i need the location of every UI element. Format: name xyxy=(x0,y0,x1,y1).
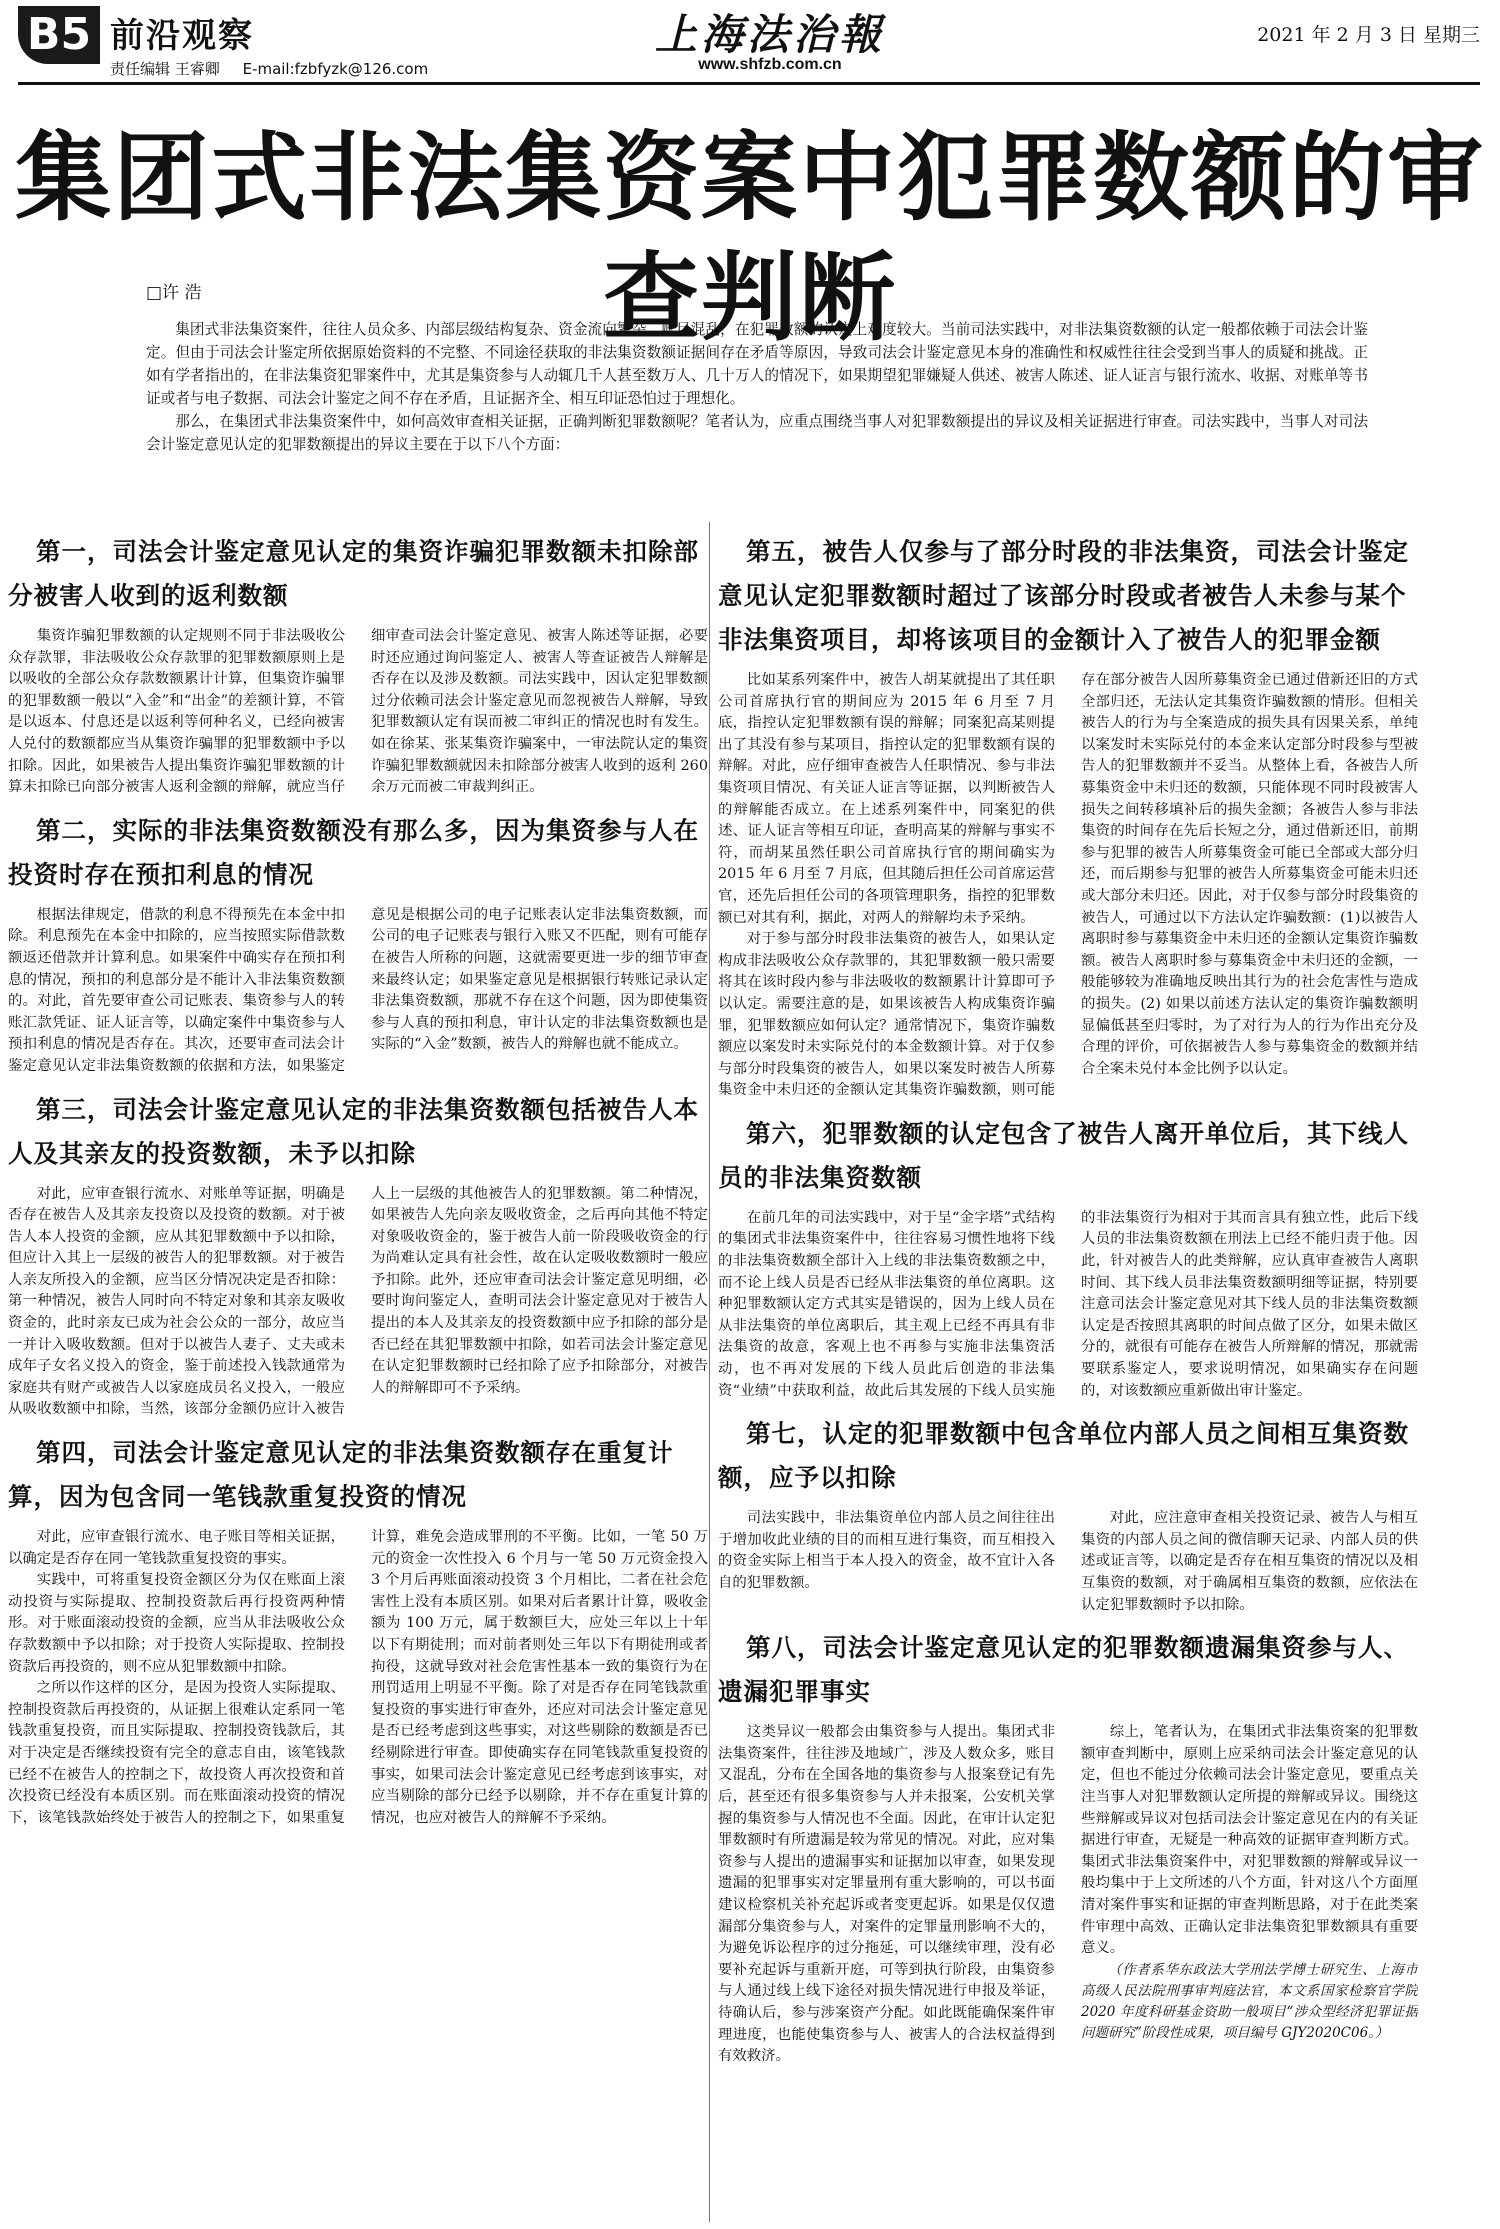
paragraph: 根据法律规定，借款的利息不得预先在本金中扣除。利息预先在本金中扣除的，应当按照实际借款数额返还借款并计算利息。如果案件中确实存在预扣利息的情况，预扣的利息部分是不能计入非法集资数额的。对此，首先要审查公司记账表、集资参与人的转账汇款凭证、证人证言等，以确定案件中集资参与人预扣利息的情况是否存在。其次，还要审查司法会计鉴定意见认定非法集资数额的依据和方法，如果鉴定意见是根据公司的电子记账表认定非法集资数额，而公司的电子记账表与银行入账又不匹配，则有可能存在被告人所称的问题，这就需要更进一步的细节审查来最终认定；如果鉴定意见是根据银行转账记录认定非法集资数额，那就不存在这个问题，因为即使集资参与人真的预扣利息，审计认定的非法集资数额也是实际的“入金”数额，被告人的辩解也就不能成立。 xyxy=(8,906,708,1074)
paragraph: 对此，应审查银行流水、电子账目等相关证据，以确定是否存在同一笔钱款重复投资的事实。 xyxy=(8,1529,345,1567)
section-body xyxy=(718,1722,1418,2068)
paragraph: 综上，笔者认为，在集团式非法集资案的犯罪数额审查判断中，原则上应采纳司法会计鉴定意见的认定，但也不能过分依赖司法会计鉴定意见，要重点关注当事人对犯罪数额认定所提的辩解或异议。围绕这些辩解或异议对包括司法会计鉴定意见在内的有关证据进行审查，无疑是一种高效的证据审查判断方式。集团式非法集资案件中，对犯罪数额的辩解或异议一般均集中于上文所述的八个方面，针对这八个方面厘清对案件事实和证据的审查判断思路，对于在此类案件审理中高效、正确认定非法集资犯罪数额具有重要意义。 xyxy=(1081,1724,1418,1957)
intro-paragraph: 那么，在集团式非法集资案件中，如何高效审查相关证据，正确判断犯罪数额呢？笔者认为，应重点围绕当事人对犯罪数额提出的异议及相关证据进行审查。司法实践中，当事人对司法会计鉴定意见认定的犯罪数额提出的异议主要在于以下八个方面： xyxy=(146,413,1368,453)
paragraph: 对于参与部分时段非法集资的被告人，如果认定构成非法吸收公众存款罪的，其犯罪数额一般只需要将其在该时段内参与非法吸收的数额累计计算即可予以认定。需要注意的是，如果该被告人构成集资诈骗罪，犯罪数额应如何认定？通常情况下，集资诈骗数额应以案发时未实际兑付的本金数额计算。对于仅参与部分时段集资的被告人，如果以案发时被告人所募集资金中未归还的金额认定其集资诈骗数额，则可能存在部分被告人因所募集资金已通过借新还旧的方式全部归还，无法认定其集资诈骗数额的情形。但相关被告人的行为与全案造成的损失具有因果关系，单纯以案发时未实际兑付的本金来认定部分时段参与型被告人的犯罪数额并不妥当。从整体上看，各被告人所募集资金中未归还的数额，只能体现不同时段被害人损失之间转移填补后的损失金额；各被告人参与非法集资的时间存在先后长短之分，通过借新还旧，前期参与犯罪的被告人所募集资金可能已全部或大部分归还，而后期参与犯罪的被告人所募集资金可能未归还或大部分未归还。因此，对于仅参与部分时段集资的被告人，可通过以下方法认定诈骗数额：(1)以被告人离职时参与募集资金中未归还的金额认定集资诈骗数额。被告人离职时参与募集资金中未归还的金额，一般能够较为准确地反映出其行为的社会危害性与造成的损失。(2) 如果以前述方法认定的集资诈骗数额明显偏低甚至归零时，为了对行为人的行为作出充分及合理的评价，可依据被告人参与募集资金的数额并结合全案未兑付本金比例予以认定。 xyxy=(718,672,1418,1099)
right-column xyxy=(718,522,1418,2222)
section-7 xyxy=(718,1412,1418,1616)
section-4 xyxy=(8,1431,708,1829)
paragraph: 对此，应审查银行流水、对账单等证据，明确是否存在被告人及其亲友投资以及投资的数额。对于被告人本人投资的金额，应从其犯罪数额中予以扣除，但应计入其上一层级的被告人的犯罪数额。对于被告人亲友所投入的金额，应当区分情况决定是否扣除：第一种情况，被告人同时向不特定对象和其亲友吸收资金的，此时亲友已成为社会公众的一部分，故应当一并计入吸收数额。但对于以被告人妻子、丈夫或未成年子女名义投入的资金，鉴于前述投入钱款通常为家庭共有财产或被告人以家庭成员名义投入，一般应从吸收数额中扣除，当然，该部分金额仍应计入被告人上一层级的其他被告人的犯罪数额。第二种情况，如果被告人先向亲友吸收资金，之后再向其他不特定对象吸收资金的，鉴于被告人前一阶段吸收资金的行为尚难认定具有社会性，故在认定吸收数额时一般应予扣除。此外，还应审查司法会计鉴定意见明细，必要时询问鉴定人，查明司法会计鉴定意见对于被告人提出的本人及其亲友的投资数额中应予扣除的部分是否已经在其犯罪数额中扣除，如若司法会计鉴定意见在认定犯罪数额时已经扣除了应予扣除部分，对被告人的辩解即可不予采纳。 xyxy=(8,1185,708,1418)
paragraph: 这类异议一般都会由集资参与人提出。集团式非法集资案件，往往涉及地域广，涉及人数众多，账目又混乱，分布在全国各地的集资参与人报案登记有先后，甚至还有很多集资参与人并未报案，公安机关掌握的集资参与人情况也不全面。因此，在审计认定犯罪数额时有所遗漏是较为常见的情况。对此，应对集资参与人提出的遗漏事实和证据加以审查，如果发现遗漏的犯罪事实对定罪量刑有重大影响的，可以书面建议检察机关补充起诉或者变更起诉。如果是仅仅遗漏部分集资参与人，对案件的定罪量刑影响不大的，为避免诉讼程序的过分拖延，可以继续审理，没有必要补充起诉与重新开庭，可等到执行阶段，由集资参与人通过线上线下途径对损失情况进行申报及举证，待确认后，参与涉案资产分配。如此既能确保案件审理进度，也能使集资参与人、被害人的合法权益得到有效救济。 xyxy=(718,1724,1055,2065)
section-body xyxy=(8,1184,708,1422)
section-heading: 第六，犯罪数额的认定包含了被告人离开单位后，其下线人员的非法集资数额 xyxy=(718,1118,1409,1192)
section-5 xyxy=(718,530,1418,1102)
paragraph: 在前几年的司法实践中，对于呈“金字塔”式结构的集团式非法集资案件中，往往容易习惯性地将下线的非法集资数额全部计入上线的非法集资数额之中，而不论上线人员是否已经从非法集资的单位离职。这种犯罪数额认定方式其实是错误的，因为上线人员在从非法集资的单位离职后，其主观上已经不再具有非法集资的故意，客观上也不再参与实施非法集资活动，也不再对发展的下线人员此后创造的非法集资“业绩”中获取利益，故此后其发展的下线人员实施的非法集资行为相对于其而言具有独立性，此后下线人员的非法集资数额在刑法上已经不能归责于他。因此，针对被告人的此类辩解，应认真审查被告人离职时间、其下线人员非法集资数额明细等证据，特别要注意司法会计鉴定意见对其下线人员的非法集资数额认定是否按照其离职的时间点做了区分，如果未做区分的，就很有可能存在被告人所辩解的情况，那就需要联系鉴定人，要求说明情况，如果确实存在问题的，对该数额应重新做出审计鉴定。 xyxy=(718,1209,1418,1399)
section-heading: 第五，被告人仅参与了部分时段的非法集资，司法会计鉴定意见认定犯罪数额时超过了该部分时段或者被告人未参与某个非法集资项目，却将该项目的金额计入了被告人的犯罪金额 xyxy=(718,537,1409,654)
intro-paragraph: 集团式非法集资案件，往往人员众多、内部层级结构复杂、资金流向繁杂、账目混乱，在犯罪数额的认定上难度较大。当前司法实践中，对非法集资数额的认定一般都依赖于司法会计鉴定。但由于司法会计鉴定所依据原始资料的不完整、不同途径获取的非法集资数额证据间存在矛盾等原因，导致司法会计鉴定意见本身的准确性和权威性往往会受到当事人的质疑和挑战。正如有学者指出的，在非法集资犯罪案件中，尤其是集资参与人动辄几千人甚至数万人、几十万人的情况下，如果期望犯罪嫌疑人供述、被害人陈述、证人证言与银行流水、收据、对账单等书证或者与电子数据、司法会计鉴定之间不存在矛盾，且证据齐全、相互印证恐怕过于理想化。 xyxy=(146,321,1368,407)
section-body xyxy=(8,1527,708,1829)
issue-date: 2021 年 2 月 3 日 星期三 xyxy=(1257,24,1480,46)
byline: □许 浩 xyxy=(146,283,202,303)
paragraph: 之所以作这样的区分，是因为投资人实际提取、控制投资款后再投资的，从证据上很难认定系同一笔钱款重复投资，而且实际提取、控制投资钱款后，其对于决定是否继续投资有完全的意志自由，该笔钱款已经不在被告人的控制之下，故投资人再次投资和首次投资已经没有本质区别。而在账面滚动投资的情况下，该笔钱款始终处于被告人的控制之下，如果重复计算，难免会造成罪刑的不平衡。比如，一笔 50 万元的资金一次性投入 6 个月与一笔 50 万元资金投入 3 个月后再账面滚动投资 3 个月相比，二者在社会危害性上没有本质区别。如果对后者累计计算，吸收金额为 100 万元，属于数额巨大，应处三年以上十年以下有期徒刑；而对前者则处三年以下有期徒刑或者拘役，这就导致对社会危害性基本一致的集资行为在刑罚适用上明显不平衡。除了对是否存在同笔钱款重复投资的事实进行审查外，还应对司法会计鉴定意见是否已经考虑到这些事实，对这些剔除的数额是否已经剔除进行审查。即使确实存在同笔钱款重复投资的事实，如果司法会计鉴定意见已经考虑到该事实，对应当剔除的部分已经予以剔除，并不存在重复计算的情况，也应对被告人的辩解不予采纳。 xyxy=(8,1529,708,1826)
paper-url: www.shfzb.com.cn xyxy=(698,56,842,73)
paragraph: 集资诈骗犯罪数额的认定规则不同于非法吸收公众存款罪，非法吸收公众存款罪的犯罪数额原则上是以吸收的全部公众存款数额累计计算，但集资诈骗罪的犯罪数额一般以“入金”和“出金”的差额计算，不管是以返本、付息还是以返利等何种名义，已经向被害人兑付的数额都应当从集资诈骗罪的犯罪数额中予以扣除。因此，如果被告人提出集资诈骗犯罪数额的计算未扣除已向部分被害人返利金额的辩解，就应当仔细审查司法会计鉴定意见、被害人陈述等证据，必要时还应通过询问鉴定人、被害人等查证被告人辩解是否存在以及涉及数额。司法实践中，因认定犯罪数额过分依赖司法会计鉴定意见而忽视被告人辩解，导致犯罪数额认定有误而被二审纠正的情况也时有发生。如在徐某、张某集资诈骗案中，一审法院认定的集资诈骗犯罪数额就因未扣除部分被害人收到的返利 260 余万元而被二审裁判纠正。 xyxy=(8,628,708,796)
section-heading: 第一，司法会计鉴定意见认定的集资诈骗犯罪数额未扣除部分被害人收到的返利数额 xyxy=(8,537,699,610)
paragraph: 司法实践中，非法集资单位内部人员之间往往出于增加收此业绩的目的而相互进行集资，而互相投入的资金实际上相当于本人投入的资金，故不宜计入各自的犯罪数额。 xyxy=(718,1510,1055,1591)
section-heading: 第三，司法会计鉴定意见认定的非法集资数额包括被告人本人及其亲友的投资数额，未予以扣除 xyxy=(8,1094,699,1168)
section-body xyxy=(718,1208,1418,1402)
section-3 xyxy=(8,1088,708,1422)
paragraph: 比如某系列案件中，被告人胡某就提出了其任职公司首席执行官的期间应为 2015 年 6 月至 7 月底，指控认定犯罪数额有误的辩解；同案犯高某则提出了其没有参与某项目，指控认定的犯罪数额有误的辩解。对此，应仔细审查被告人任职情况、参与非法集资项目情况、有关证人证言等证据，以判断被告人的辩解能否成立。在上述系列案件中，同案犯的供述、证人证言等相互印证，查明高某的辩解与事实不符，而胡某虽然任职公司首席执行官的期间确实为 2015 年 6 月至 7 月底，但其随后担任公司首席运营官，还先后担任公司的各项管理职务，指控的犯罪数额已对其有利，据此，对两人的辩解均未予采纳。 xyxy=(718,672,1055,926)
section-heading: 第四，司法会计鉴定意见认定的非法集资数额存在重复计算，因为包含同一笔钱款重复投资的情况 xyxy=(8,1438,674,1512)
section-heading: 第八，司法会计鉴定意见认定的犯罪数额遗漏集资参与人、遗漏犯罪事实 xyxy=(718,1633,1409,1707)
paragraph: 对此，应注意审查相关投资记录、被告人与相互集资的内部人员之间的微信聊天记录、内部人员的供述或证言等，以确定是否存在相互集资的情况以及相互集资的数额，对于确属相互集资的数额，应依法在认定犯罪数额时予以扣除。 xyxy=(1081,1510,1418,1613)
left-column xyxy=(8,522,708,2222)
section-1 xyxy=(8,530,708,799)
page-title: 集团式非法集资案中犯罪数额的审查判断 xyxy=(15,122,1485,354)
editor-label: 责任编辑 王睿卿 xyxy=(110,60,220,78)
article-intro xyxy=(146,318,1368,456)
section-body xyxy=(718,670,1418,1102)
page-badge: B5 xyxy=(18,6,100,64)
section-body xyxy=(718,1508,1418,1616)
column-divider xyxy=(709,522,710,2222)
author-note: （作者系华东政法大学刑法学博士研究生、上海市高级人民法院刑事审判庭法官，本文系国家检察官学院 2020 年度科研基金资助一般项目“涉众型经济犯罪证据问题研究”阶段性成果，项目编号 GJY2020C06。） xyxy=(1081,1961,1418,2041)
editor-email: E-mail:fzbfyzk@126.com xyxy=(242,60,429,78)
masthead xyxy=(0,0,1500,90)
section-body xyxy=(8,626,708,799)
section-name: 前沿观察 xyxy=(110,16,254,56)
section-heading: 第二，实际的非法集资数额没有那么多，因为集资参与人在投资时存在预扣利息的情况 xyxy=(8,815,699,889)
paper-logo: 上海法治報 xyxy=(654,10,885,59)
paragraph: 实践中，可将重复投资金额区分为仅在账面上滚动投资与实际提取、控制投资款后再行投资两种情形。对于账面滚动投资的金额，应当从非法吸收公众存款数额中予以扣除；对于投资人实际提取、控制投资款后再投资的，则不应从犯罪数额中扣除。 xyxy=(8,1572,345,1675)
section-2 xyxy=(8,809,708,1078)
section-6 xyxy=(718,1112,1418,1402)
section-8 xyxy=(718,1626,1418,2068)
editor-line xyxy=(110,58,446,79)
section-heading: 第七，认定的犯罪数额中包含单位内部人员之间相互集资数额，应予以扣除 xyxy=(718,1419,1409,1493)
masthead-divider xyxy=(18,82,1480,85)
section-body xyxy=(8,905,708,1078)
